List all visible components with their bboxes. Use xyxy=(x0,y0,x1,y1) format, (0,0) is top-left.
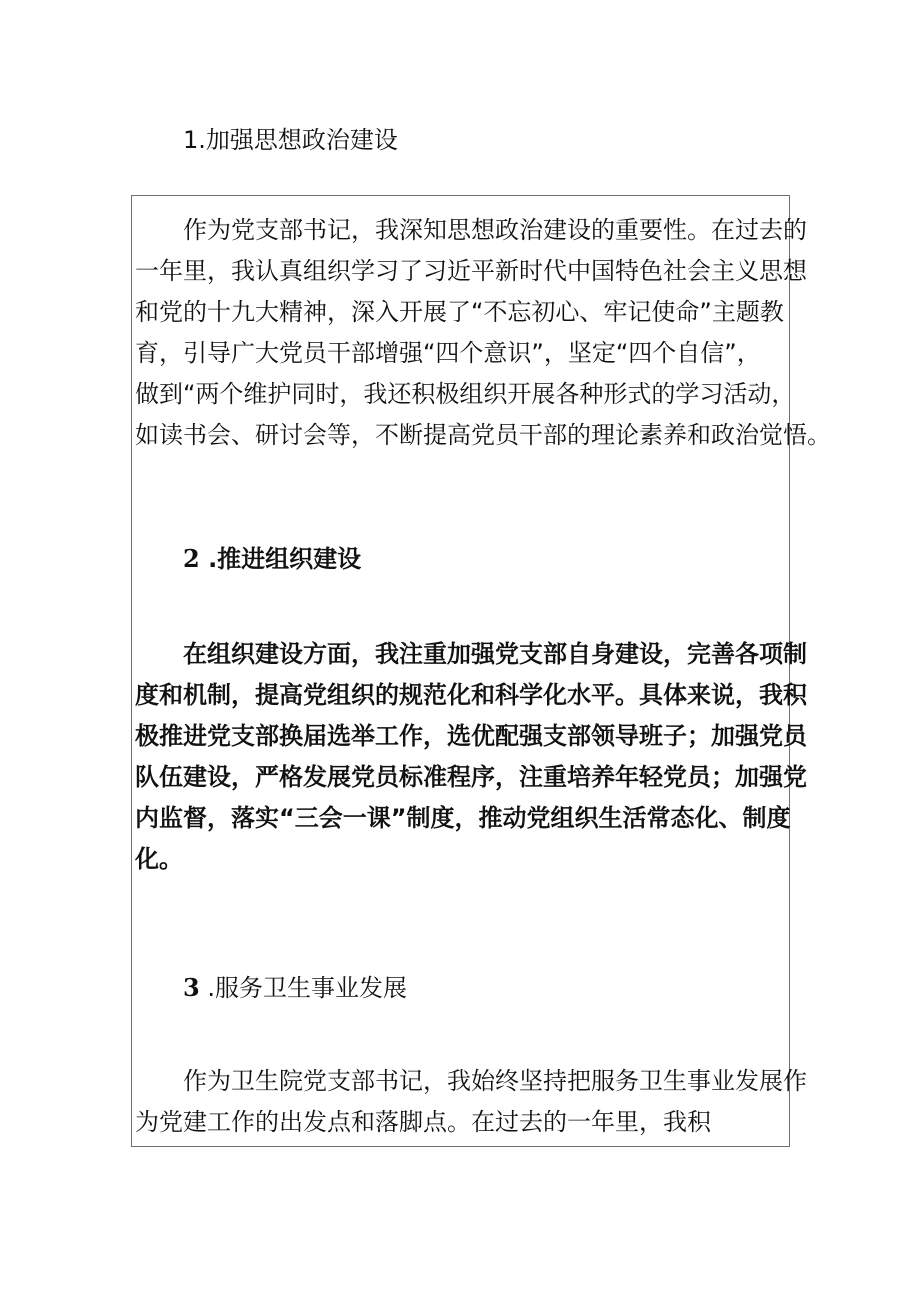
section-heading-3 xyxy=(183,970,407,1006)
section-heading-2 xyxy=(183,541,361,577)
paragraph-line: 内监督，落实“三会一课”制度，推动党组织生活常态化、制度 xyxy=(135,804,791,832)
paragraph-line: 度和机制，提高党组织的规范化和科学化水平。具体来说，我积 xyxy=(135,681,807,709)
paragraph-line: 一年里，我认真组织学习了习近平新时代中国特色社会主义思想 xyxy=(135,257,807,285)
section-title: .推进组织建设 xyxy=(208,545,362,573)
paragraph-health-service xyxy=(135,1061,807,1143)
paragraph-line: 做到“两个维护同时，我还积极组织开展各种形式的学习活动， xyxy=(135,380,796,408)
section-number: 2 xyxy=(183,544,200,573)
paragraph-line: 如读书会、研讨会等，不断提高党员干部的理论素养和政治觉悟。 xyxy=(135,421,831,449)
paragraph-line: 化。 xyxy=(135,845,183,873)
paragraph-line: 作为卫生院党支部书记，我始终坚持把服务卫生事业发展作 xyxy=(183,1067,807,1095)
section-title: .服务卫生事业发展 xyxy=(207,974,407,1002)
paragraph-line: 作为党支部书记，我深知思想政治建设的重要性。在过去的 xyxy=(183,216,807,244)
paragraph-line: 队伍建设，严格发展党员标准程序，注重培养年轻党员；加强党 xyxy=(135,763,807,791)
paragraph-line: 极推进党支部换届选举工作，选优配强支部领导班子；加强党员 xyxy=(135,722,807,750)
paragraph-line: 育，引导广大党员干部增强“四个意识”，坚定“四个自信”， xyxy=(135,339,761,367)
paragraph-political-building xyxy=(135,210,831,456)
section-number: 3 xyxy=(183,973,200,1002)
paragraph-line: 在组织建设方面，我注重加强党支部自身建设，完善各项制 xyxy=(183,640,807,668)
paragraph-line: 为党建工作的出发点和落脚点。在过去的一年里，我积 xyxy=(135,1108,711,1136)
section-heading-1: 1.加强思想政治建设 xyxy=(183,126,398,154)
text-frame xyxy=(131,195,831,1147)
paragraph-line: 和党的十九大精神，深入开展了“不忘初心、牢记使命”主题教 xyxy=(135,298,784,326)
paragraph-organization-building xyxy=(135,634,807,880)
